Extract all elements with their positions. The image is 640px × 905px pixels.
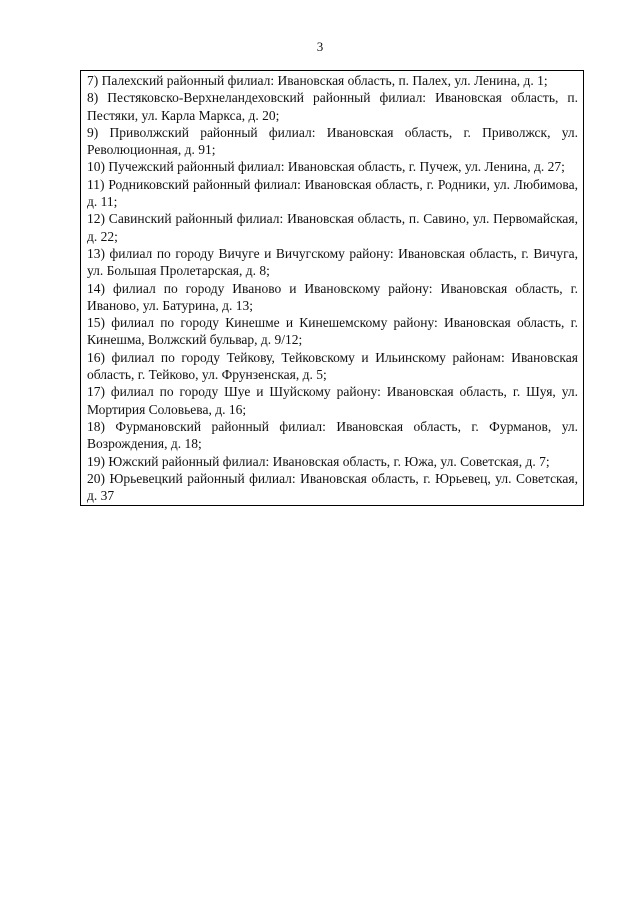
list-item: 10) Пучежский районный филиал: Ивановская область, г. Пучеж, ул. Ленина, д. 27; <box>87 159 565 175</box>
list-item: 8) Пестяковско-Верхнеландеховский районный филиал: Ивановская область, п. Пестяки, ул. Карла Маркса, д. 20; <box>87 90 578 123</box>
list-item: 19) Южский районный филиал: Ивановская область, г. Южа, ул. Советская, д. 7; <box>87 453 550 469</box>
list-item: 18) Фурмановский районный филиал: Ивановская область, г. Фурманов, ул. Возрождения, д. 18; <box>87 418 578 452</box>
list-item: 9) Приволжский районный филиал: Ивановская область, г. Приволжск, ул. Революционная, д. 91; <box>87 124 578 158</box>
list-item: 11) Родниковский районный филиал: Ивановская область, г. Родники, ул. Любимова, д. 11; <box>87 176 578 210</box>
list-item: 7) Палехский районный филиал: Ивановская область, п. Палех, ул. Ленина, д. 1; <box>87 73 548 88</box>
list-item: 16) филиал по городу Тейкову, Тейковскому и Ильинскому районам: Ивановская область, г. Тейково, ул. Фрунзенская, д. 5; <box>87 349 578 383</box>
list-item: 17) филиал по городу Шуе и Шуйскому району: Ивановская область, г. Шуя, ул. Мортирия Соловьева, д. 16; <box>87 384 578 417</box>
list-item: 15) филиал по городу Кинешме и Кинешемскому району: Ивановская область, г. Кинешма, Волжский бульвар, д. 9/12; <box>87 315 578 348</box>
branch-list-box <box>80 70 584 506</box>
list-item: 20) Юрьевецкий районный филиал: Ивановская область, г. Юрьевец, ул. Советская, д. 37 <box>87 470 578 504</box>
list-item: 14) филиал по городу Иваново и Ивановскому району: Ивановская область, г. Иваново, ул. Батурина, д. 13; <box>87 280 578 313</box>
list-item: 12) Савинский районный филиал: Ивановская область, п. Савино, ул. Первомайская, д. 22; <box>87 211 578 244</box>
page-number: 3 <box>316 39 324 54</box>
list-item: 13) филиал по городу Вичуге и Вичугскому району: Ивановская область, г. Вичуга, ул. Большая Пролетарская, д. 8; <box>87 245 578 279</box>
